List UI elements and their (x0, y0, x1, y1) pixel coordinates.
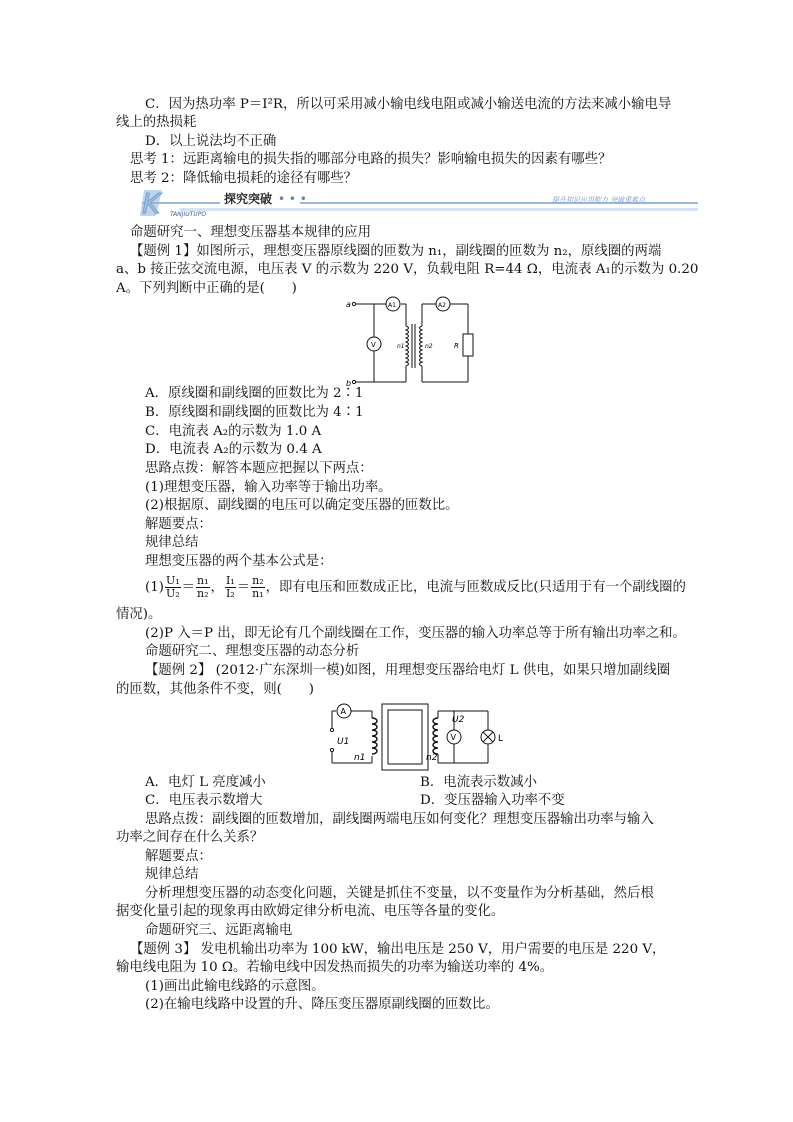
example-1-option-b: B．原线圈和副线圈的匝数比为 4∶1 (145, 405, 364, 420)
topic-2-heading: 命题研究二、理想变压器的动态分析 (145, 644, 360, 659)
example-1-option-a: A．原线圈和副线圈的匝数比为 2∶1 (145, 386, 364, 401)
formula-2: (2)P 入＝P 出，即无论有几个副线圈在工作，变压器的输入功率总等于所有输出功率之和。 (145, 626, 686, 641)
example-1-line3: A。下列判断中正确的是( ) (116, 281, 297, 296)
resistor-r (463, 334, 473, 356)
example-3-question-1: (1)画出此输电线路的示意图。 (145, 979, 325, 994)
label-r: R (454, 342, 459, 350)
example-2-option-b: B．电流表示数减小 (420, 775, 537, 790)
key-points-2: 解题要点： (145, 849, 212, 864)
think-question-1: 思考 1：远距离输电的损失指的哪部分电路的损失？影响输电损失的因素有哪些？ (130, 152, 612, 167)
option-c-line1: C．因为热功率 P＝I²R，所以可采用减小输电线电阻或减小输送电流的方法来减小输电导 (145, 97, 672, 112)
summary-2-heading: 规律总结 (145, 867, 199, 882)
option-c-line2: 线上的热损耗 (116, 115, 197, 130)
topic-3-heading: 命题研究三、远距离输电 (145, 923, 293, 938)
example-2-option-d: D．变压器输入功率不变 (420, 793, 565, 808)
formula-line-1: (1) $\frac{\text{U₁}}{\text{U₂}}$ ＝ $\frac{\text{n₁}}{\text{n₂}}$ ， $\frac{\text{I₁}}{\text{I₂}}$ ＝ $\frac{\text{n₂}}{\text{n₁}}$ ，即有电压和匝数成正比，电流与匝数成反比(只适用于有一个副线圈的 (145, 574, 686, 600)
summary-2-line2: 据变化量引起的现象再由欧姆定律分析电流、电压等各量的变化。 (116, 904, 505, 919)
formula-prefix: (1) (145, 580, 164, 595)
label-n1: n1 (397, 343, 405, 350)
banner-slogan: 提升知识应用能力 突破重难点 (552, 196, 646, 204)
fraction-n1-n2: $\frac{\text{n₁}}{\text{n₂}}$ (197, 574, 209, 600)
banner-dots: • • • (278, 192, 307, 206)
think-question-2: 思考 2：降低输电损耗的途径有哪些？ (130, 171, 358, 186)
hint-2-line2: 功率之间存在什么关系？ (116, 830, 264, 845)
transformer-circuit-figure-1 (346, 296, 476, 388)
example-1-option-c: C．电流表 A₂的示数为 1.0 A (145, 424, 322, 439)
terminal-a: a (346, 300, 351, 309)
label-v: V (450, 733, 456, 742)
label-n2: n2 (425, 343, 433, 350)
hint-1: 思路点拨：解答本题应把握以下两点： (145, 461, 373, 476)
example-1-line1: 【题例 1】如图所示，理想变压器原线圈的匝数为 n₁，副线圈的匝数为 n₂，原线圈的两端 (130, 244, 662, 259)
label-l: L (498, 734, 504, 744)
transformer-lamp-figure-2 (328, 700, 510, 774)
label-a2: A2 (438, 302, 446, 309)
label-u1: U1 (337, 737, 350, 747)
option-d: D．以上说法均不正确 (145, 134, 277, 149)
example-3-question-2: (2)在输电线路中设置的升、降压变压器原副线圈的匝数比。 (145, 997, 499, 1012)
formula-intro: 理想变压器的两个基本公式是： (145, 554, 333, 569)
example-2-line1: 【题例 2】 (2012·广东深圳一模)如图，用理想变压器给电灯 L 供电，如果只增加副线圈 (145, 663, 671, 678)
example-3-line1: 【题例 3】 发电机输出功率为 100 kW，输出电压是 250 V，用户需要的电压是 220 V， (130, 942, 666, 957)
hint-1-point-2: (2)根据原、副线圈的电压可以确定变压器的匝数比。 (145, 498, 459, 513)
label-v: V (371, 341, 376, 349)
label-a: A (340, 707, 346, 716)
fraction-i1-i2: $\frac{\text{I₁}}{\text{I₂}}$ (225, 574, 235, 600)
hint-1-point-1: (1)理想变压器，输入功率等于输出功率。 (145, 480, 392, 495)
banner-pinyin: TANJIUTUPO (170, 211, 207, 218)
section-banner (140, 188, 700, 218)
summary-2-line1: 分析理想变压器的动态变化问题，关键是抓住不变量，以不变量作为分析基础，然后根 (145, 886, 654, 901)
fraction-u1-u2: $\frac{\text{U₁}}{\text{U₂}}$ (165, 574, 180, 600)
example-2-option-a: A．电灯 L 亮度减小 (145, 775, 266, 790)
banner-title: 探究突破 (224, 192, 273, 206)
summary-1-heading: 规律总结 (145, 535, 199, 550)
label-n1: n1 (354, 753, 366, 763)
fraction-n2-n1: $\frac{\text{n₂}}{\text{n₁}}$ (252, 574, 264, 600)
example-2-line2: 的匝数，其他条件不变，则( ) (116, 682, 314, 697)
example-3-line2: 输电线电阻为 10 Ω。若输电线中因发热而损失的功率为输送功率的 4%。 (116, 960, 554, 975)
formula-1-tail: ，即有电压和匝数成正比，电流与匝数成反比(只适用于有一个副线圈的 (265, 580, 686, 595)
terminal-b: b (346, 379, 352, 388)
example-2-option-c: C．电压表示数增大 (145, 793, 263, 808)
example-1-option-d: D．电流表 A₂的示数为 0.4 A (145, 442, 322, 457)
topic-1-heading: 命题研究一、理想变压器基本规律的应用 (130, 225, 372, 240)
example-1-line2: a、b 接正弦交流电源，电压表 V 的示数为 220 V，负载电阻 R=44 Ω，电流表 A₁的示数为 0.20 (116, 262, 699, 277)
label-n2: n2 (426, 753, 438, 763)
key-points-1: 解题要点： (145, 517, 212, 532)
hint-2-line1: 思路点拨：副线圈的匝数增加，副线圈两端电压如何变化？理想变压器输出功率与输入 (145, 812, 654, 827)
label-u2: U2 (452, 715, 465, 725)
formula-1-continuation: 情况)。 (116, 607, 162, 622)
banner-letter: K (142, 188, 161, 218)
label-a1: A1 (388, 302, 396, 309)
